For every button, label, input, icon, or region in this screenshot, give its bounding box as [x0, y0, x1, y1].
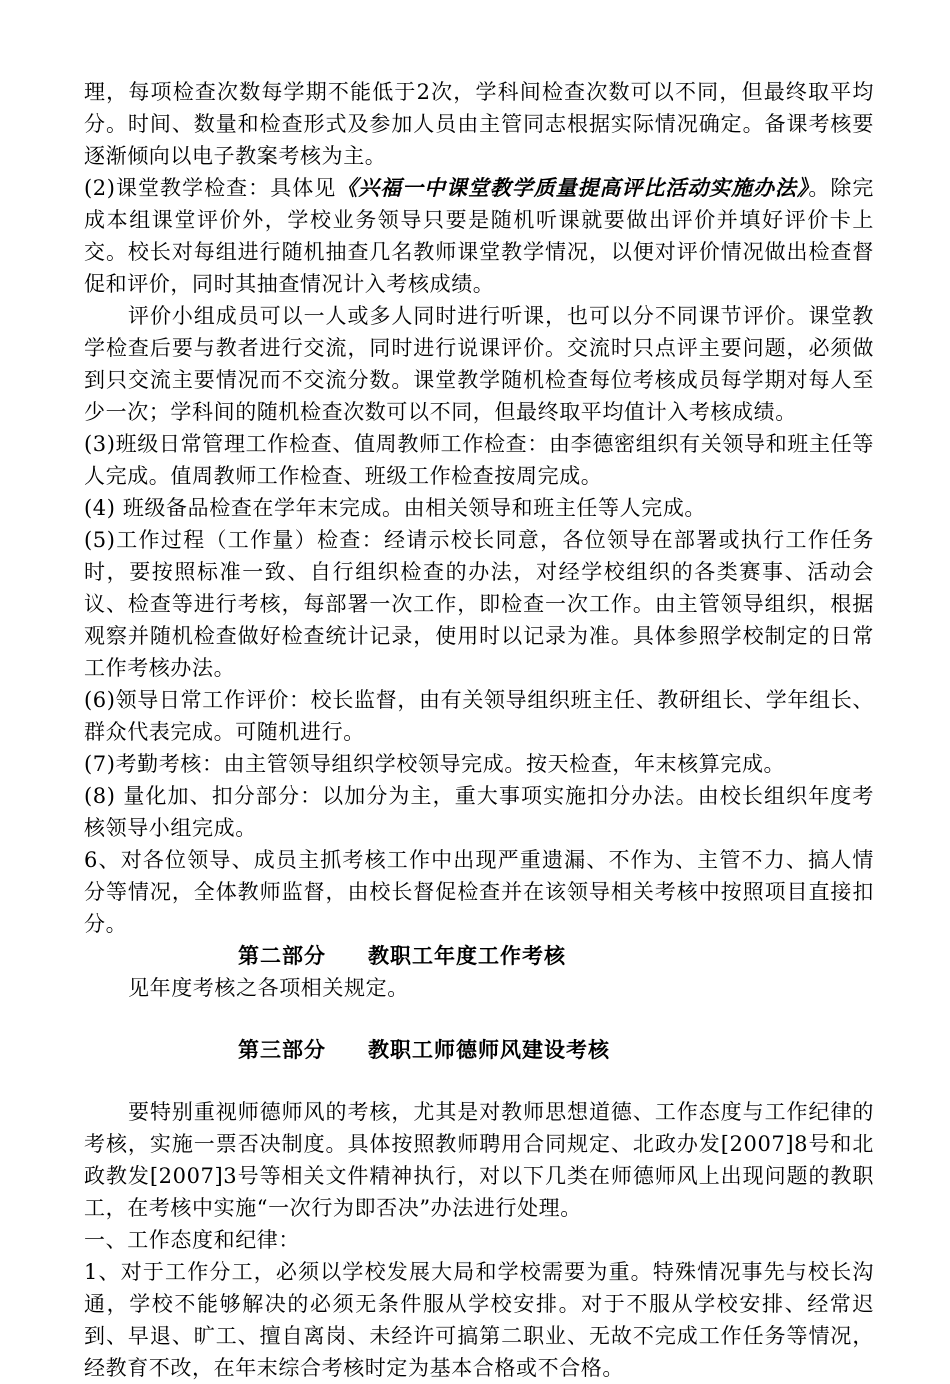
paragraph-evaluation-group: 评价小组成员可以一人或多人同时进行听课，也可以分不同课节评价。课堂教学检查后要与教者进行交流，同时进行说课评价。交流时只点评主要问题，必须做到只交流主要情况而不交流分数。课堂教学随机检查每位考核成员每学期对每人至少一次；学科间的随机检查次数可以不同，但最终取平均值计入考核成绩。: [84, 304, 874, 424]
paragraph-attendance: (7)考勤考核：由主管领导组织学校领导完成。按天检查，年末核算完成。: [84, 752, 786, 776]
part2-title: 教职工年度工作考核: [368, 944, 566, 968]
part3-section1-heading: 一、工作态度和纪律：: [84, 1228, 300, 1252]
paragraph-item-6: 6、对各位领导、成员主抓考核工作中出现严重遗漏、不作为、主管不力、搞人情分等情况，全体教师监督，由校长督促检查并在该领导相关考核中按照项目直接扣分。: [84, 848, 874, 936]
part3-title: 教职工师德师风建设考核: [368, 1038, 610, 1062]
paragraph-quantified-scoring: (8) 量化加、扣分部分：以加分为主，重大事项实施扣分办法。由校长组织年度考核领导小组完成。: [84, 784, 874, 840]
referenced-document-title: 《兴福一中课堂教学质量提高评比活动实施办法》: [336, 176, 809, 200]
part3-heading: [84, 1034, 874, 1066]
paragraph-leader-evaluation: (6)领导日常工作评价：校长监督，由有关领导组织班主任、教研组长、学年组长、群众代表完成。可随机进行。: [84, 688, 874, 744]
paragraph-classroom-inspection: [84, 172, 874, 300]
document-page: [84, 76, 874, 1384]
paragraph-inspection-frequency: 理，每项检查次数每学期不能低于2次，学科间检查次数可以不同，但最终取平均分。时间、数量和检查形式及参加人员由主管同志根据实际情况确定。备课考核要逐渐倾向以电子教案考核为主。: [84, 80, 874, 168]
part3-label: 第三部分: [238, 1038, 326, 1062]
paragraph-class-management: (3)班级日常管理工作检查、值周教师工作检查：由李德密组织有关领导和班主任等人完成。值周教师工作检查、班级工作检查按周完成。: [84, 432, 874, 488]
part2-body: 见年度考核之各项相关规定。: [128, 976, 409, 1000]
part2-heading: [84, 940, 874, 972]
classroom-inspection-intro: (2)课堂教学检查：具体见: [84, 176, 337, 200]
part2-label: 第二部分: [238, 944, 326, 968]
classroom-inspection-body: 。除完成本组课堂评价外，学校业务领导只要是随机听课就要做出评价并填好评价卡上交。校长对每组进行随机抽查几名教师课堂教学情况，以便对评价情况做出检查督促和评价，同时其抽查情况计入考核成绩。: [84, 176, 874, 296]
part3-body: 要特别重视师德师风的考核，尤其是对教师思想道德、工作态度与工作纪律的考核，实施一票否决制度。具体按照教师聘用合同规定、北政办发[2007]8号和北政教发[2007]3号等相关文件精神执行，对以下几类在师德师风上出现问题的教职工，在考核中实施“一次行为即否决”办法进行处理。: [84, 1100, 874, 1220]
paragraph-class-equipment: (4) 班级备品检查在学年末完成。由相关领导和班主任等人完成。: [84, 496, 707, 520]
part3-item1: 1、对于工作分工，必须以学校发展大局和学校需要为重。特殊情况事先与校长沟通，学校不能够解决的必须无条件服从学校安排。对于不服从学校安排、经常迟到、早退、旷工、擅自离岗、未经许可搞第二职业、无故不完成工作任务等情况，经教育不改，在年末综合考核时定为基本合格或不合格。: [84, 1260, 874, 1380]
paragraph-work-process: (5)工作过程（工作量）检查：经请示校长同意，各位领导在部署或执行工作任务时，要按照标准一致、自行组织检查的办法，对经学校组织的各类赛事、活动会议、检查等进行考核，每部署一次工作，即检查一次工作。由主管领导组织，根据观察并随机检查做好检查统计记录，使用时以记录为准。具体参照学校制定的日常工作考核办法。: [84, 528, 874, 680]
